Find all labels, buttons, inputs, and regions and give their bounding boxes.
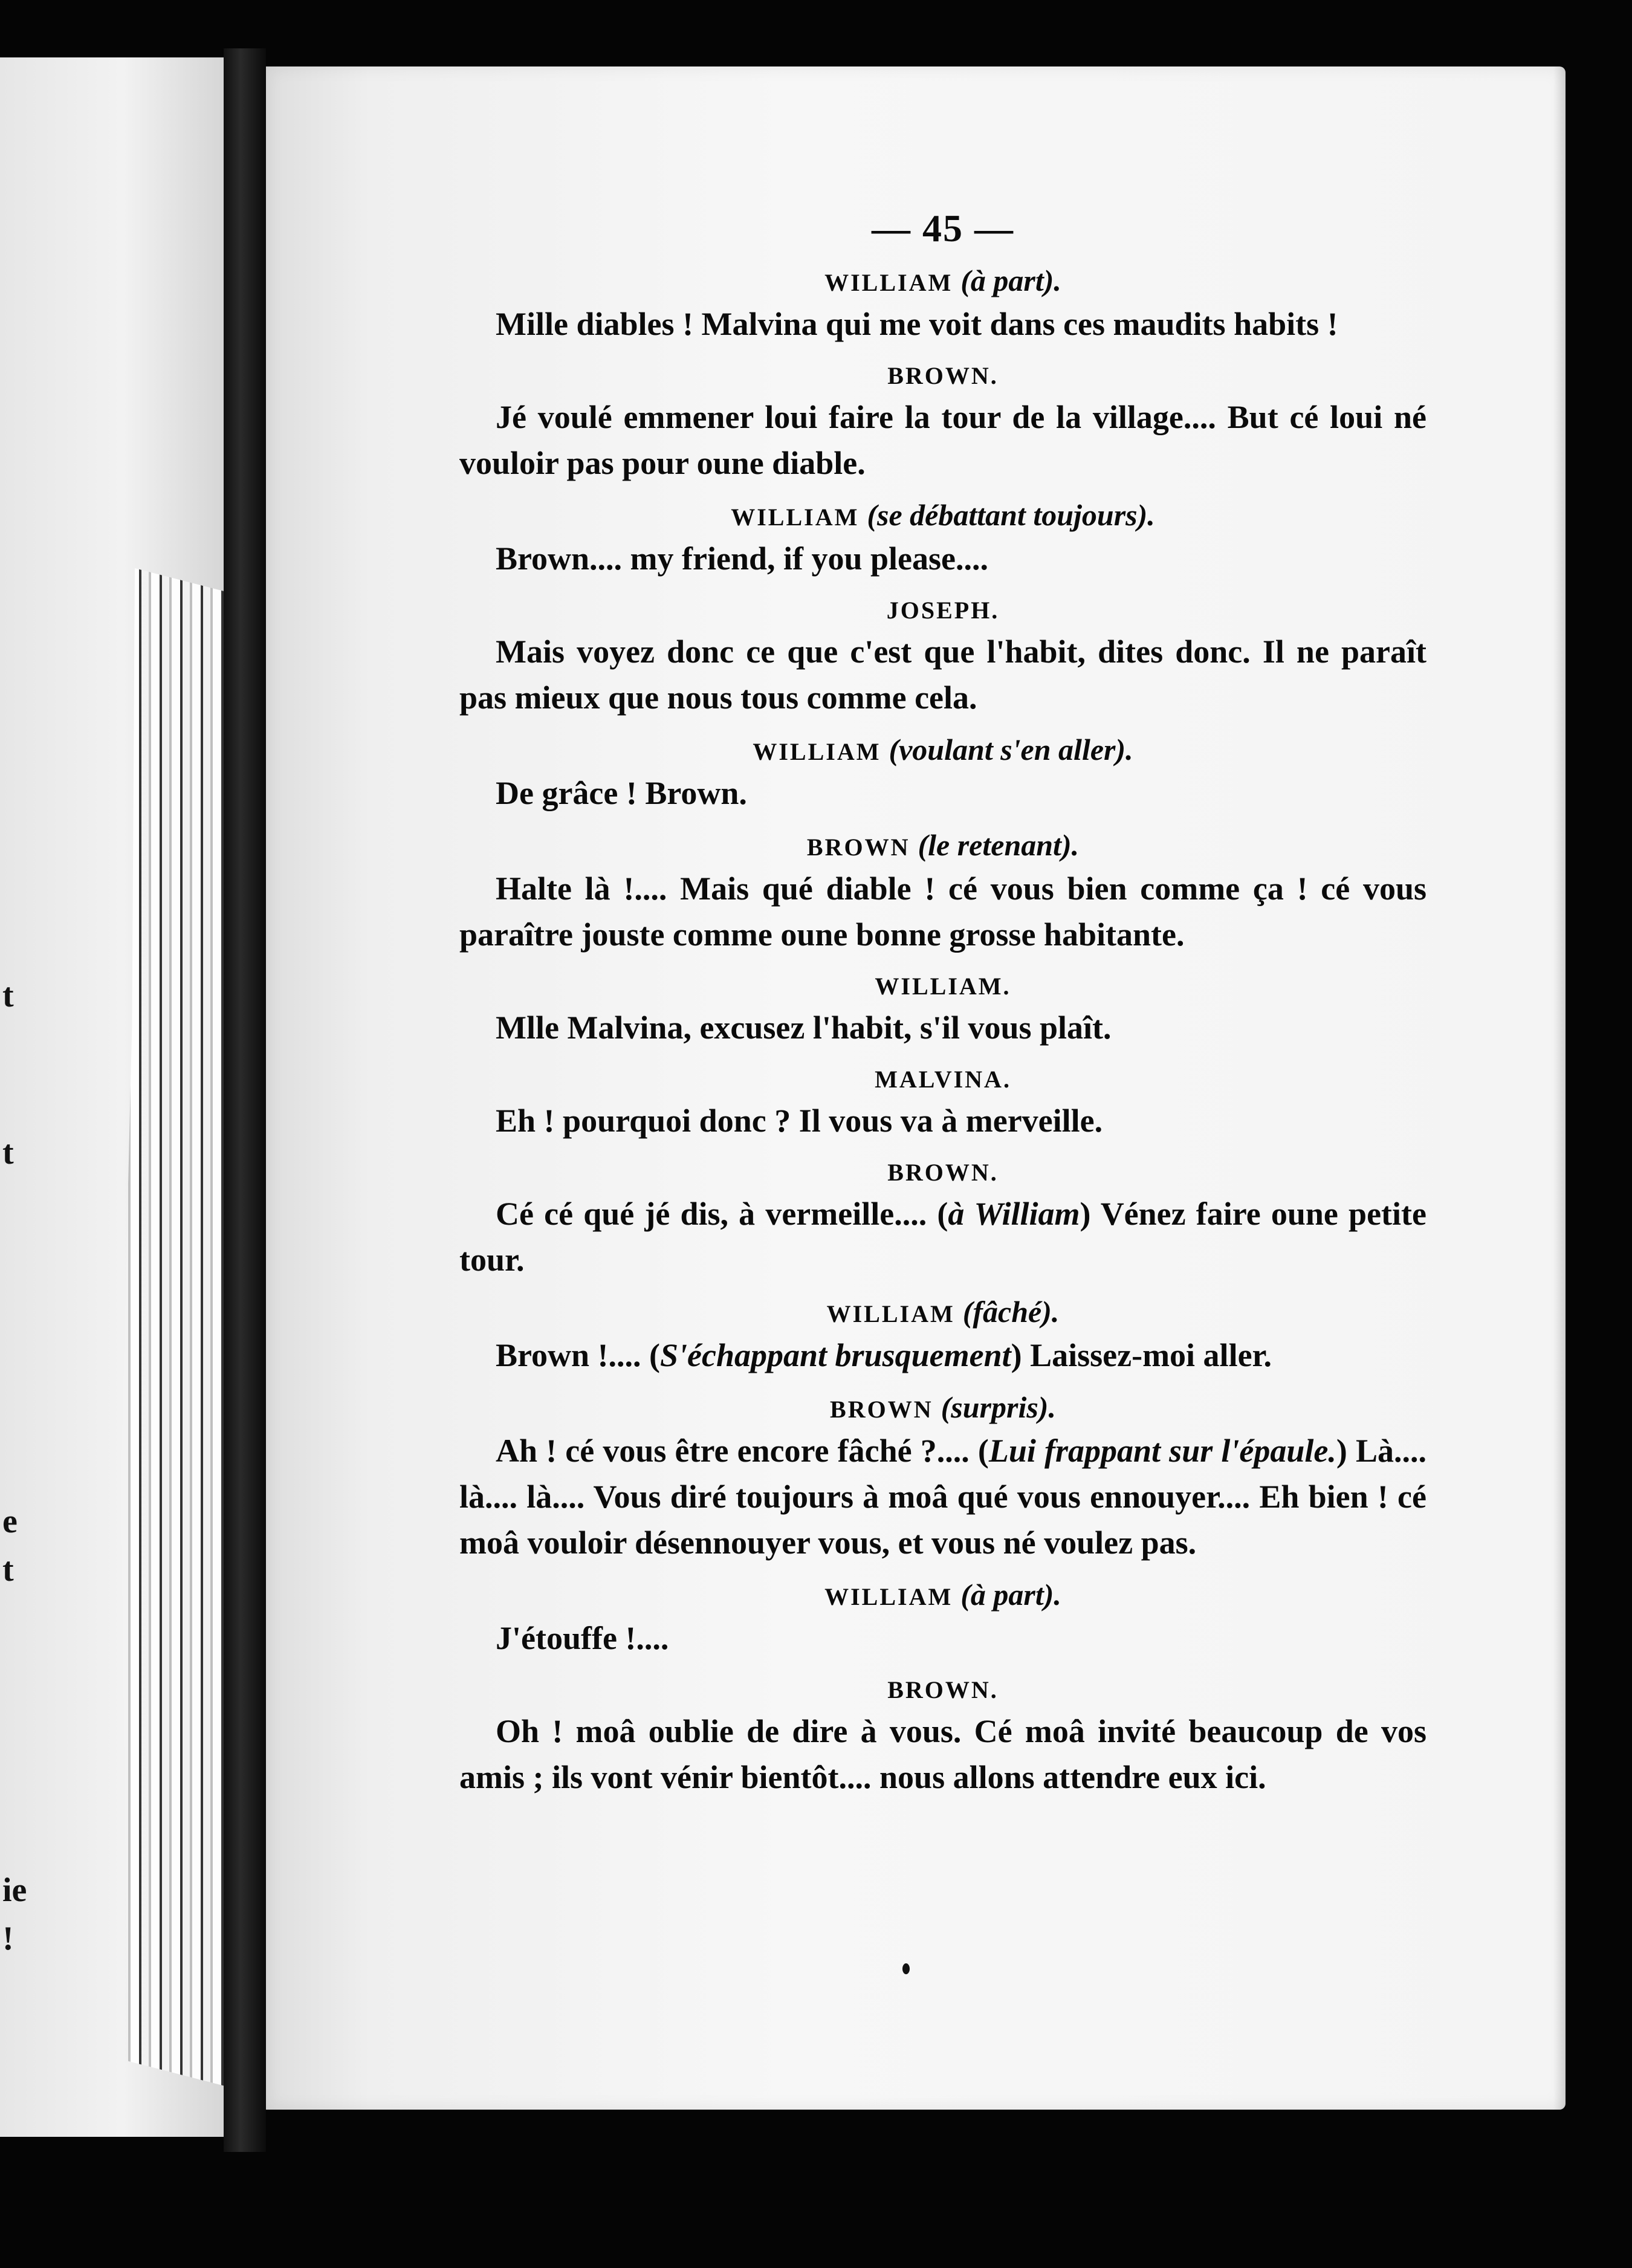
stage-direction: (voulant s'en aller).	[889, 733, 1133, 766]
speaker-name: JOSEPH.	[886, 597, 1000, 624]
stage-direction: (se débattant toujours).	[867, 498, 1155, 532]
dialogue-line: Brown.... my friend, if you please....	[496, 540, 989, 577]
speaker-heading	[459, 1672, 1426, 1708]
speaker-heading	[459, 1576, 1426, 1615]
dialogue-line: Mais voyez donc ce que c'est que l'habit, dites donc. Il ne paraît pas mieux que nous tous comme cela.	[459, 633, 1426, 716]
dialogue-text: Brown !.... (	[496, 1337, 661, 1373]
dialogue-line: Mille diables ! Malvina qui me voit dans ces maudits habits !	[496, 306, 1338, 342]
speaker-heading	[459, 1294, 1426, 1332]
speaker-heading	[459, 1155, 1426, 1191]
dialogue-line: Oh ! moâ oublie de dire à vous. Cé moâ invité beaucoup de vos amis ; ils vont vénir bientôt.... nous allons attendre eux ici.	[459, 1713, 1426, 1795]
book-spine	[224, 48, 266, 2152]
speaker-name: WILLIAM	[824, 269, 953, 296]
speaker-heading	[459, 968, 1426, 1005]
dialogue-text: ) Vénez faire oune petite tour.	[459, 1196, 1426, 1278]
stage-direction: (le retenant).	[918, 828, 1080, 862]
speaker-name: BROWN	[830, 1396, 933, 1423]
inline-stage-direction: Lui frappant sur l'épaule.	[988, 1433, 1336, 1469]
dialogue-line: Eh ! pourquoi donc ? Il vous va à merveille.	[496, 1103, 1103, 1139]
dialogue-text: Ah ! cé vous être encore fâché ?.... (	[496, 1433, 989, 1469]
left-text-fragment: t	[2, 977, 14, 1014]
speaker-heading	[459, 262, 1426, 301]
page-mark	[902, 1963, 910, 1974]
stage-direction: (à part).	[960, 264, 1061, 297]
speaker-name: BROWN	[806, 834, 910, 861]
speaker-heading	[459, 592, 1426, 629]
stage-direction: (à part).	[960, 1578, 1061, 1612]
speaker-heading	[459, 497, 1426, 536]
dialogue-line	[459, 1428, 1426, 1566]
page-number: — 45 —	[872, 207, 1014, 250]
stage-direction: (surpris).	[941, 1390, 1056, 1424]
left-text-fragment: ie	[2, 1871, 27, 1909]
speaker-name: WILLIAM	[826, 1300, 955, 1327]
speaker-name: WILLIAM	[824, 1583, 953, 1610]
dialogue-line: Mlle Malvina, excusez l'habit, s'il vous plaît.	[496, 1009, 1112, 1046]
speaker-name: WILLIAM	[753, 738, 881, 765]
speaker-heading	[459, 827, 1426, 866]
dialogue-line	[459, 1191, 1426, 1283]
speaker-heading	[459, 1061, 1426, 1098]
inline-stage-direction: à William	[948, 1196, 1080, 1232]
left-text-fragment: t	[2, 1134, 14, 1171]
stage-direction: (fâché).	[962, 1295, 1060, 1329]
speaker-name: BROWN.	[887, 1159, 999, 1186]
dialogue-line: De grâce ! Brown.	[496, 775, 747, 811]
left-text-fragment: e	[2, 1503, 18, 1540]
inline-stage-direction: S'échappant brusquement	[660, 1337, 1011, 1373]
speaker-name: BROWN.	[887, 1676, 999, 1703]
speaker-heading	[459, 731, 1426, 770]
dialogue-text: ) Laissez-moi aller.	[1011, 1337, 1272, 1373]
speaker-name: WILLIAM.	[875, 973, 1011, 1000]
dialogue-text: ) Là.... là.... là.... Vous diré toujours à moâ qué vous ennouyer.... Eh bien ! cé moâ vouloir désennouyer vous, et vous né voulez pas.	[459, 1433, 1427, 1561]
dialogue-text: Cé cé qué jé dis, à vermeille.... (	[496, 1196, 948, 1232]
speaker-heading	[459, 1389, 1426, 1428]
speaker-name: MALVINA.	[875, 1066, 1011, 1093]
speaker-name: BROWN.	[887, 362, 999, 389]
page-content	[459, 206, 1426, 1800]
dialogue-line	[459, 1332, 1426, 1378]
dialogue-line: J'étouffe !....	[496, 1620, 669, 1656]
speaker-name: WILLIAM	[731, 504, 860, 531]
speaker-heading	[459, 358, 1426, 394]
page-edge-shadow	[1553, 66, 1566, 2110]
dialogue-line: Halte là !.... Mais qué diable ! cé vous bien comme ça ! cé vous paraître jouste comme oune bonne grosse habitante.	[459, 870, 1426, 953]
left-text-fragment: t	[2, 1551, 14, 1589]
dialogue-line: Jé voulé emmener loui faire la tour de la village.... But cé loui né vouloir pas pour oune diable.	[459, 399, 1426, 481]
left-text-fragment: !	[2, 1920, 14, 1957]
